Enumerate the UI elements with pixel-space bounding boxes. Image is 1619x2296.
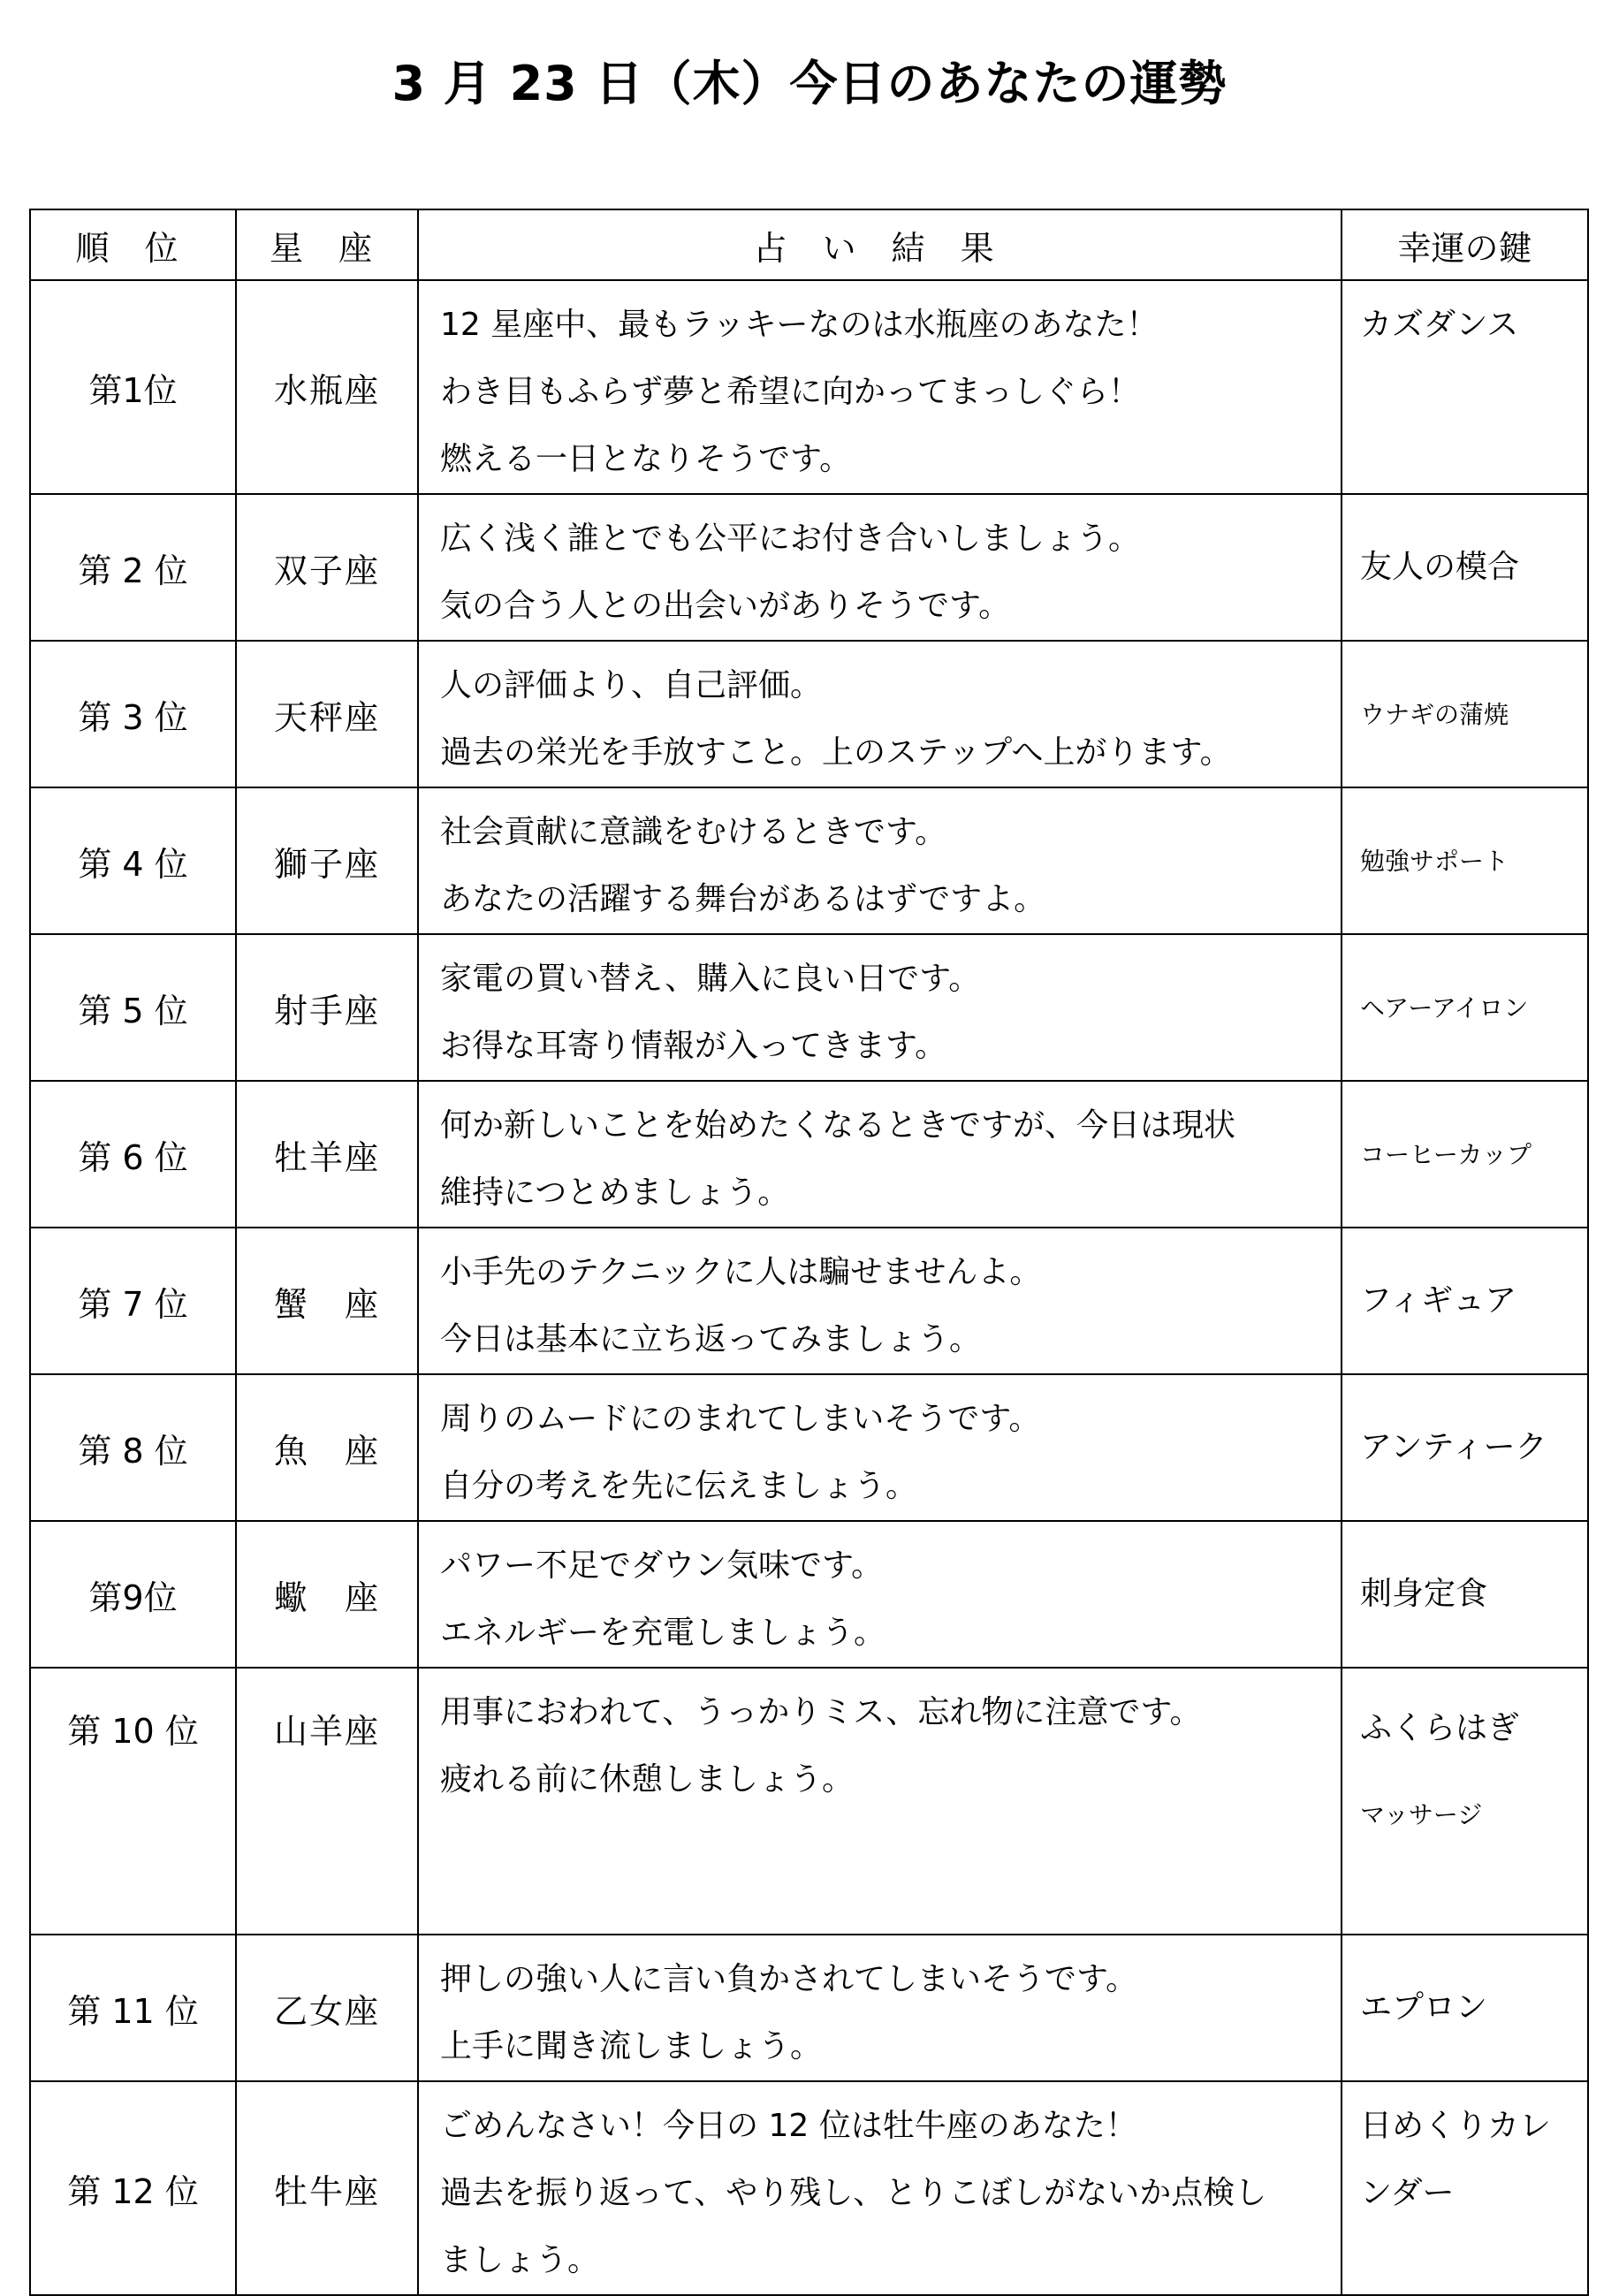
fortune-result-cell xyxy=(418,787,1342,934)
result-line: 過去の栄光を手放すこと。上のステップへ上がります。 xyxy=(440,734,1232,771)
result-line: 上手に聞き流しましょう。 xyxy=(440,2028,823,2064)
table-header-row xyxy=(30,209,1588,280)
fortune-result-cell xyxy=(418,1521,1342,1668)
result-line: お得な耳寄り情報が入ってきます。 xyxy=(440,1028,947,1064)
zodiac-sign-cell: 山羊座 xyxy=(236,1668,418,1935)
result-line: 周りのムードにのまれてしまいそうです。 xyxy=(440,1401,1041,1437)
rank-cell: 第9位 xyxy=(30,1521,236,1668)
rank-cell: 第 3 位 xyxy=(30,641,236,787)
fortune-result-cell xyxy=(418,1228,1342,1374)
lucky-key-cell xyxy=(1342,934,1588,1081)
lucky-key-cell: 友人の模合 xyxy=(1342,494,1588,641)
zodiac-sign-cell: 射手座 xyxy=(236,934,418,1081)
rank-cell: 第 2 位 xyxy=(30,494,236,641)
header-lucky-key: 幸運の鍵 xyxy=(1342,209,1588,280)
result-line: 用事におわれて、うっかりミス、忘れ物に注意です。 xyxy=(440,1694,1202,1730)
lucky-key-cell xyxy=(1342,641,1588,787)
table-row xyxy=(30,1668,1588,1935)
lucky-key-cell: アンティーク xyxy=(1342,1374,1588,1521)
result-line: 押しの強い人に言い負かされてしまいそうです。 xyxy=(440,1961,1138,1997)
result-line: 気の合う人との出会いがありそうです。 xyxy=(440,588,1011,624)
result-line: 人の評価より、自己評価。 xyxy=(440,667,823,703)
table-row xyxy=(30,1521,1588,1668)
zodiac-sign-cell: 牡牛座 xyxy=(236,2081,418,2295)
rank-cell: 第 6 位 xyxy=(30,1081,236,1228)
lucky-key-text: 勉強サポート xyxy=(1360,847,1509,876)
lucky-key-text: コーヒーカップ xyxy=(1360,1140,1532,1169)
result-line: 広く浅く誰とでも公平にお付き合いしましょう。 xyxy=(440,521,1141,557)
result-line: 社会貢献に意識をむけるときです。 xyxy=(440,814,947,850)
table-row xyxy=(30,1228,1588,1374)
fortune-result-cell xyxy=(418,1374,1342,1521)
table-row xyxy=(30,934,1588,1081)
lucky-key-cell: フィギュア xyxy=(1342,1228,1588,1374)
table-row xyxy=(30,280,1588,494)
lucky-key-text-line2: マッサージ xyxy=(1360,1800,1483,1829)
zodiac-sign-cell: 蠍 座 xyxy=(236,1521,418,1668)
lucky-key-cell xyxy=(1342,1668,1588,1935)
rank-cell: 第 4 位 xyxy=(30,787,236,934)
fortune-result-cell xyxy=(418,1668,1342,1935)
result-line: わき目もふらず夢と希望に向かってまっしぐら！ xyxy=(440,374,1141,410)
result-line: 燃える一日となりそうです。 xyxy=(440,441,852,477)
fortune-result-cell xyxy=(418,494,1342,641)
table-row xyxy=(30,787,1588,934)
fortune-result-cell xyxy=(418,2081,1342,2295)
zodiac-sign-cell: 双子座 xyxy=(236,494,418,641)
table-row xyxy=(30,1081,1588,1228)
table-row xyxy=(30,2081,1588,2295)
result-line: 今日は基本に立ち返ってみましょう。 xyxy=(440,1321,982,1357)
result-line: 自分の考えを先に伝えましょう。 xyxy=(440,1468,918,1504)
rank-cell: 第 10 位 xyxy=(30,1668,236,1935)
result-line: ごめんなさい！今日の 12 位は牡牛座のあなた！ xyxy=(440,2108,1137,2144)
table-row xyxy=(30,1935,1588,2081)
zodiac-sign-cell: 乙女座 xyxy=(236,1935,418,2081)
table-row xyxy=(30,1374,1588,1521)
rank-cell: 第 8 位 xyxy=(30,1374,236,1521)
fortune-result-cell xyxy=(418,1081,1342,1228)
result-line: あなたの活躍する舞台があるはずですよ。 xyxy=(440,881,1046,917)
rank-cell: 第 12 位 xyxy=(30,2081,236,2295)
zodiac-sign-cell: 水瓶座 xyxy=(236,280,418,494)
fortune-result-cell xyxy=(418,280,1342,494)
table-row xyxy=(30,641,1588,787)
fortune-result-cell xyxy=(418,934,1342,1081)
result-line: エネルギーを充電しましょう。 xyxy=(440,1615,886,1651)
rank-cell: 第 5 位 xyxy=(30,934,236,1081)
fortune-result-cell xyxy=(418,641,1342,787)
lucky-key-text: ヘアーアイロン xyxy=(1360,993,1529,1023)
zodiac-sign-cell: 蟹 座 xyxy=(236,1228,418,1374)
result-line: パワー不足でダウン気味です。 xyxy=(440,1547,884,1584)
fortune-table xyxy=(29,209,1589,2296)
rank-cell: 第 7 位 xyxy=(30,1228,236,1374)
result-line: 12 星座中、最もラッキーなのは水瓶座のあなた！ xyxy=(440,307,1159,343)
result-line: 家電の買い替え、購入に良い日です。 xyxy=(440,961,981,997)
result-line: 維持につとめましょう。 xyxy=(440,1175,790,1211)
rank-cell: 第 11 位 xyxy=(30,1935,236,2081)
result-line: 過去を振り返って、やり残し、とりこぼしがないか点検し xyxy=(440,2175,1267,2211)
lucky-key-cell xyxy=(1342,787,1588,934)
zodiac-sign-cell: 牡羊座 xyxy=(236,1081,418,1228)
zodiac-sign-cell: 天秤座 xyxy=(236,641,418,787)
table-row xyxy=(30,494,1588,641)
fortune-result-cell xyxy=(418,1935,1342,2081)
result-line: 小手先のテクニックに人は騙せませんよ。 xyxy=(440,1254,1042,1290)
lucky-key-text: ウナギの蒲焼 xyxy=(1360,700,1509,729)
lucky-key-cell: 日めくりカレンダー xyxy=(1342,2081,1588,2295)
zodiac-sign-cell: 獅子座 xyxy=(236,787,418,934)
result-line: 疲れる前に休憩しましょう。 xyxy=(440,1761,855,1798)
page-title: 3 月 23 日（木）今日のあなたの運勢 xyxy=(391,56,1228,111)
header-rank: 順 位 xyxy=(30,209,236,280)
lucky-key-cell: エプロン xyxy=(1342,1935,1588,2081)
result-line: ましょう。 xyxy=(440,2242,600,2278)
result-line: 何か新しいことを始めたくなるときですが、今日は現状 xyxy=(440,1107,1236,1144)
rank-cell: 第1位 xyxy=(30,280,236,494)
header-result: 占 い 結 果 xyxy=(418,209,1342,280)
lucky-key-text: ふくらはぎ xyxy=(1360,1710,1520,1746)
lucky-key-cell: カズダンス xyxy=(1342,280,1588,494)
zodiac-sign-cell: 魚 座 xyxy=(236,1374,418,1521)
lucky-key-cell xyxy=(1342,1081,1588,1228)
header-sign: 星 座 xyxy=(236,209,418,280)
lucky-key-cell: 刺身定食 xyxy=(1342,1521,1588,1668)
